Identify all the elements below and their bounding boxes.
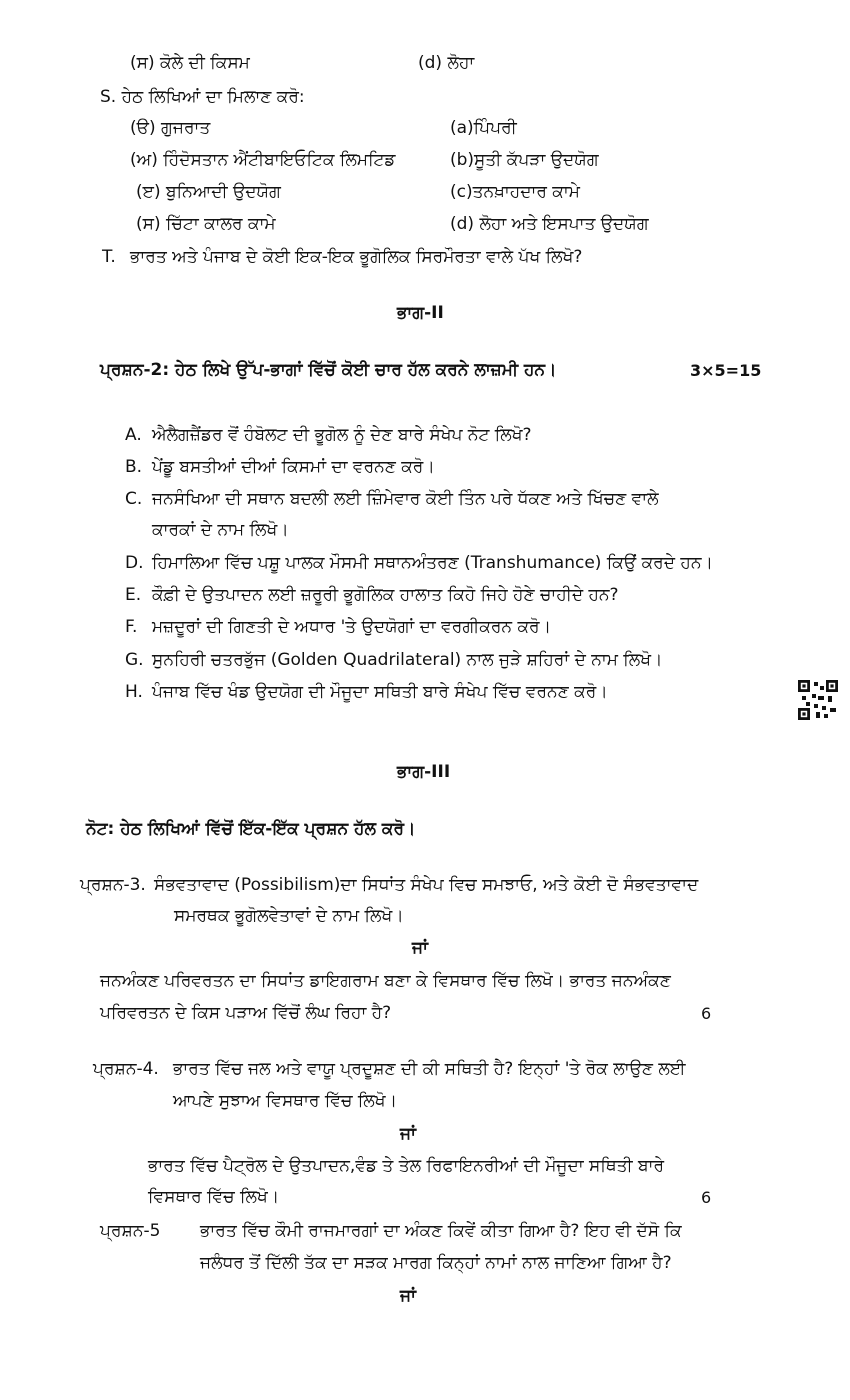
question-4-marks: 6	[701, 1188, 712, 1207]
item-label-h: H.	[125, 682, 143, 702]
item-label-a: A.	[125, 425, 142, 445]
question-3-label: ਪ੍ਰਸ਼ਨ-3.	[80, 875, 146, 895]
option-s-right: (d) ਲੋਹਾ	[418, 53, 475, 73]
question-3-line1: ਸੰਭਵਤਾਵਾਦ (Possibilism)ਦਾ ਸਿਧਾਂਤ ਸੰਖੇਪ ਵਿਚ ਸਮਝਾਓ, ਅਤੇ ਕੋਈ ਦੋ ਸੰਭਵਤਾਵਾਦ	[154, 875, 699, 895]
item-label-g: G.	[125, 650, 144, 670]
match-question: S. ਹੇਠ ਲਿਖਿਆਂ ਦਾ ਮਿਲਾਣ ਕਰੋ:	[100, 87, 305, 107]
item-text-g: ਸੁਨਹਿਰੀ ਚਤਰਭੁੱਜ (Golden Quadrilateral) ਨਾਲ ਜੁੜੇ ਸ਼ਹਿਰਾਂ ਦੇ ਨਾਮ ਲਿਖੋ।	[152, 650, 663, 670]
question-5-label: ਪ੍ਰਸ਼ਨ-5	[100, 1221, 161, 1241]
question-3-line2: ਸਮਰਥਕ ਭੂਗੋਲਵੇਤਾਵਾਂ ਦੇ ਨਾਮ ਲਿਖੋ।	[174, 906, 404, 926]
item-label-d: D.	[125, 553, 144, 573]
question-3-alt-line2: ਪਰਿਵਰਤਨ ਦੇ ਕਿਸ ਪੜਾਅ ਵਿੱਚੋਂ ਲੰਘ ਰਿਹਾ ਹੈ?	[100, 1003, 392, 1023]
question-4-line2: ਆਪਣੇ ਸੁਝਾਅ ਵਿਸਥਾਰ ਵਿੱਚ ਲਿਖੋ।	[173, 1091, 398, 1111]
item-text-a: ਐਲੈਗਜ਼ੈਂਡਰ ਵੋਂ ਹੰਬੋਲਟ ਦੀ ਭੂਗੋਲ ਨੂੰ ਦੇਣ ਬਾਰੇ ਸੰਖੇਪ ਨੋਟ ਲਿਖੋ?	[152, 425, 532, 445]
question-4-label: ਪ੍ਰਸ਼ਨ-4.	[93, 1059, 159, 1079]
question-t-label: T.	[102, 247, 116, 267]
item-label-e: E.	[125, 585, 142, 605]
match-right-2: (b)ਸੂਤੀ ਕੱਪੜਾ ਉਦਯੋਗ	[450, 150, 599, 170]
item-text-e: ਕੌਫ਼ੀ ਦੇ ਉਤਪਾਦਨ ਲਈ ਜ਼ਰੂਰੀ ਭੂਗੋਲਿਕ ਹਾਲਾਤ ਕਿਹੋ ਜਿਹੇ ਹੋਣੇ ਚਾਹੀਦੇ ਹਨ?	[152, 585, 619, 605]
match-left-4: (ਸ) ਚਿੱਟਾ ਕਾਲਰ ਕਾਮੇ	[136, 214, 276, 234]
match-right-4: (d) ਲੋਹਾ ਅਤੇ ਇਸਪਾਤ ਉਦਯੋਗ	[450, 214, 649, 234]
option-s-left: (ਸ) ਕੋਲੇ ਦੀ ਕਿਸਮ	[130, 53, 250, 73]
question-4-alt-line2: ਵਿਸਥਾਰ ਵਿੱਚ ਲਿਖੋ।	[148, 1187, 280, 1207]
section-heading-part3: ਭਾਗ-III	[397, 762, 451, 782]
question-2-heading: ਪ੍ਰਸ਼ਨ-2: ਹੇਠ ਲਿਖੇ ਉੱਪ-ਭਾਗਾਂ ਵਿੱਚੋਂ ਕੋਈ ਚਾਰ ਹੱਲ ਕਰਨੇ ਲਾਜ਼ਮੀ ਹਨ।	[100, 360, 557, 380]
part3-note: ਨੋਟ: ਹੇਠ ਲਿਖਿਆਂ ਵਿੱਚੋਂ ਇੱਕ-ਇੱਕ ਪ੍ਰਸ਼ਨ ਹੱਲ ਕਰੋ।	[86, 819, 416, 839]
question-3-alt-line1: ਜਨਅੰਕਣ ਪਰਿਵਰਤਨ ਦਾ ਸਿਧਾਂਤ ਡਾਇਗਰਾਮ ਬਣਾ ਕੇ ਵਿਸਥਾਰ ਵਿੱਚ ਲਿਖੋ। ਭਾਰਤ ਜਨਅੰਕਣ	[100, 971, 671, 991]
or-word-q3: ਜਾਂ	[412, 938, 428, 958]
match-left-3: (ੲ) ਬੁਨਿਆਦੀ ਉਦਯੋਗ	[136, 182, 281, 202]
item-text-c-cont: ਕਾਰਕਾਂ ਦੇ ਨਾਮ ਲਿਖੋ।	[152, 520, 289, 540]
item-text-c: ਜਨਸੰਖਿਆ ਦੀ ਸਥਾਨ ਬਦਲੀ ਲਈ ਜ਼ਿੰਮੇਵਾਰ ਕੋਈ ਤਿੰਨ ਪਰੇ ਧੱਕਣ ਅਤੇ ਖਿੱਚਣ ਵਾਲੇ	[152, 489, 659, 509]
item-text-h: ਪੰਜਾਬ ਵਿੱਚ ਖੰਡ ਉਦਯੋਗ ਦੀ ਮੌਜੂਦਾ ਸਥਿਤੀ ਬਾਰੇ ਸੰਖੇਪ ਵਿੱਚ ਵਰਨਣ ਕਰੋ।	[152, 682, 608, 702]
match-left-1: (ੳ) ਗੁਜਰਾਤ	[130, 118, 211, 138]
question-3-marks: 6	[701, 1004, 712, 1023]
match-right-1: (a)ਪਿੰਪਰੀ	[450, 118, 517, 138]
or-word-q4: ਜਾਂ	[400, 1124, 416, 1144]
item-label-b: B.	[125, 457, 143, 477]
item-text-b: ਪੇਂਡੂ ਬਸਤੀਆਂ ਦੀਆਂ ਕਿਸਮਾਂ ਦਾ ਵਰਨਣ ਕਰੋ।	[152, 457, 435, 477]
item-text-d: ਹਿਮਾਲਿਆ ਵਿੱਚ ਪਸ਼ੂ ਪਾਲਕ ਮੌਸਮੀ ਸਥਾਨਅੰਤਰਣ (Transhumance) ਕਿਉਂ ਕਰਦੇ ਹਨ।	[152, 553, 713, 573]
question-t-text: ਭਾਰਤ ਅਤੇ ਪੰਜਾਬ ਦੇ ਕੋਈ ਇਕ-ਇਕ ਭੂਗੋਲਿਕ ਸਿਰਮੌਰਤਾ ਵਾਲੇ ਪੱਖ ਲਿਖੋ?	[130, 247, 583, 267]
match-left-2: (ਅ) ਹਿੰਦੋਸਤਾਨ ਐਂਟੀਬਾਇਓਟਿਕ ਲਿਮਟਿਡ	[130, 150, 396, 170]
or-word-q5: ਜਾਂ	[400, 1286, 416, 1306]
question-2-marks: 3×5=15	[690, 361, 762, 380]
question-4-alt-line1: ਭਾਰਤ ਵਿੱਚ ਪੈਟ੍ਰੋਲ ਦੇ ਉਤਪਾਦਨ,ਵੰਡ ਤੇ ਤੇਲ ਰਿਫਾਇਨਰੀਆਂ ਦੀ ਮੌਜੂਦਾ ਸਥਿਤੀ ਬਾਰੇ	[148, 1156, 665, 1176]
item-label-f: F.	[125, 617, 138, 637]
item-text-f: ਮਜ਼ਦੂਰਾਂ ਦੀ ਗਿਣਤੀ ਦੇ ਅਧਾਰ 'ਤੇ ਉਦਯੋਗਾਂ ਦਾ ਵਰਗੀਕਰਨ ਕਰੋ।	[152, 617, 552, 637]
match-right-3: (c)ਤਨਖ਼ਾਹਦਾਰ ਕਾਮੇ	[450, 182, 580, 202]
item-label-c: C.	[125, 489, 143, 509]
question-5-line2: ਜਲੰਧਰ ਤੋਂ ਦਿੱਲੀ ਤੱਕ ਦਾ ਸੜਕ ਮਾਰਗ ਕਿਨ੍ਹਾਂ ਨਾਮਾਂ ਨਾਲ ਜਾਣਿਆ ਗਿਆ ਹੈ?	[200, 1253, 672, 1273]
question-5-line1: ਭਾਰਤ ਵਿੱਚ ਕੌਮੀ ਰਾਜਮਾਰਗਾਂ ਦਾ ਅੰਕਣ ਕਿਵੇਂ ਕੀਤਾ ਗਿਆ ਹੈ? ਇਹ ਵੀ ਦੱਸੋ ਕਿ	[200, 1221, 682, 1241]
question-4-line1: ਭਾਰਤ ਵਿੱਚ ਜਲ ਅਤੇ ਵਾਯੂ ਪ੍ਰਦੂਸ਼ਣ ਦੀ ਕੀ ਸਥਿਤੀ ਹੈ? ਇਨ੍ਹਾਂ 'ਤੇ ਰੋਕ ਲਾਉਣ ਲਈ	[173, 1059, 686, 1079]
qr-code-icon	[798, 680, 838, 720]
section-heading-part2: ਭਾਗ-II	[397, 303, 444, 323]
